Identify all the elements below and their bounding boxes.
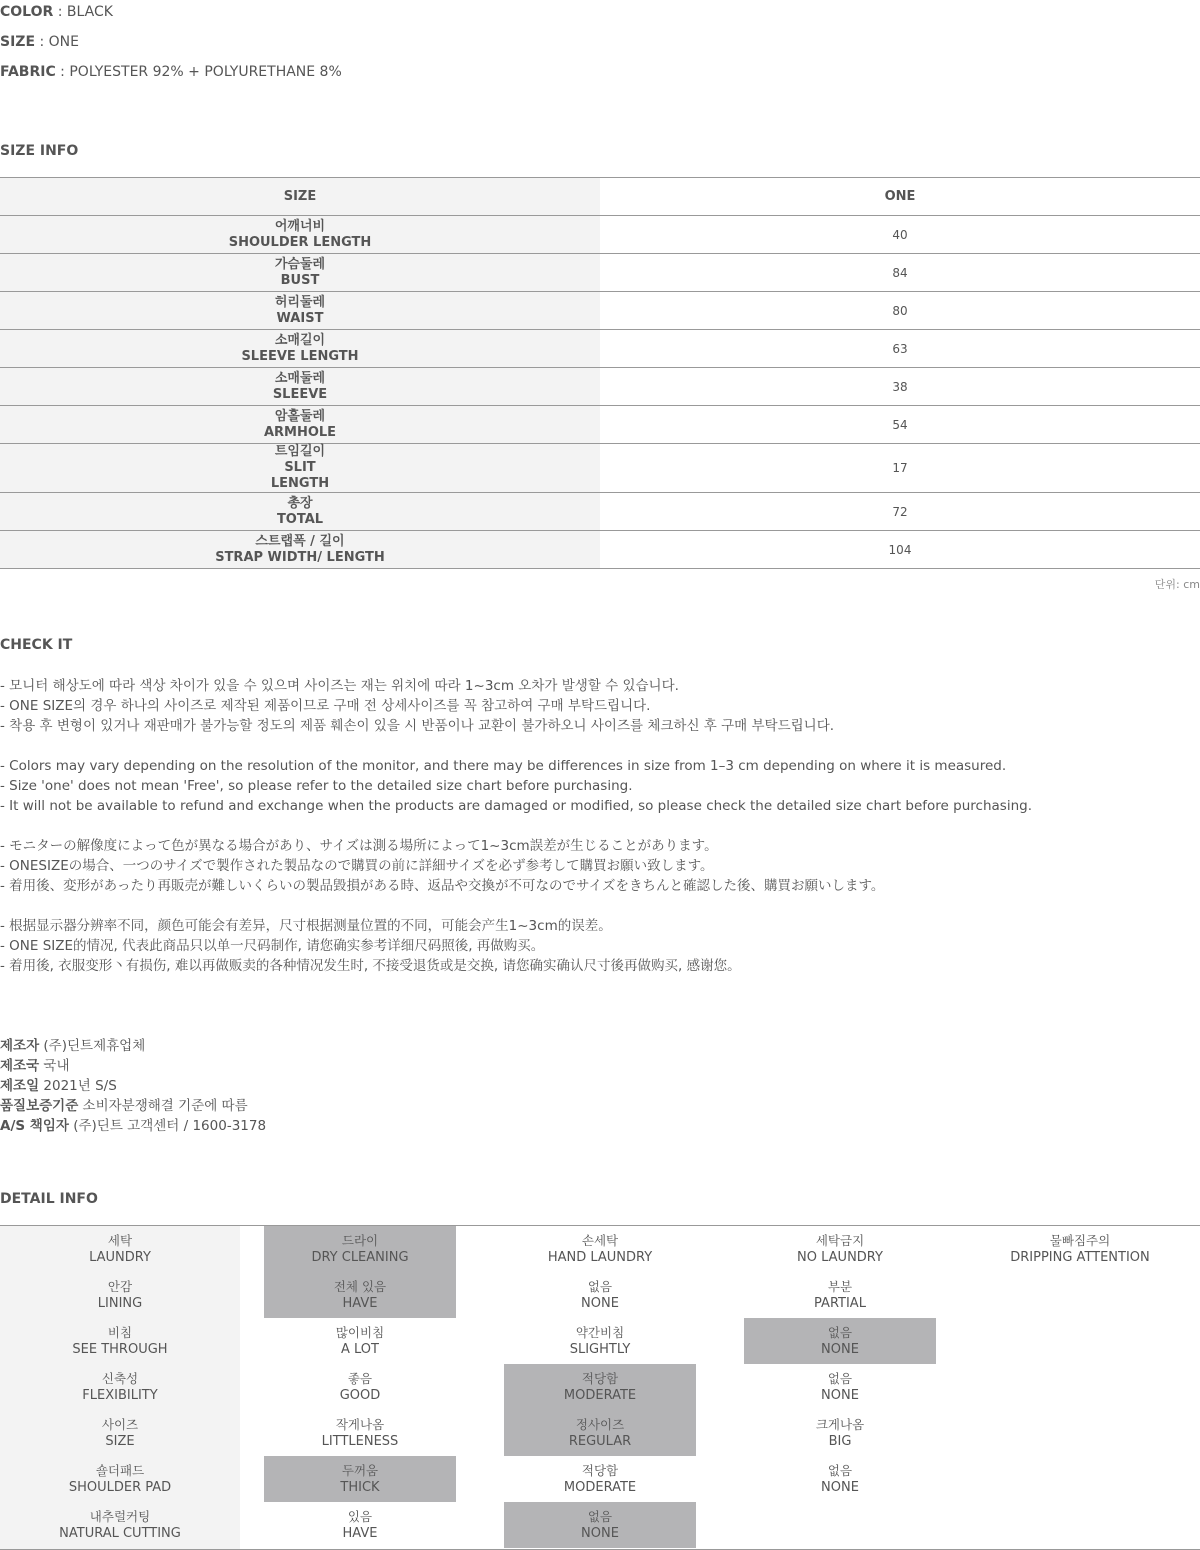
- maker-value: 소비자분쟁해결 기준에 따름: [78, 1098, 248, 1114]
- detail-option: [264, 1364, 456, 1410]
- table-row: [0, 216, 1200, 254]
- detail-option-en: A LOT: [341, 1342, 379, 1357]
- measure-value: 80: [892, 303, 908, 318]
- detail-label-kr: 내추럴커팅: [89, 1509, 151, 1524]
- detail-option-en: DRIPPING ATTENTION: [1010, 1250, 1150, 1265]
- table-row: [0, 406, 1200, 444]
- detail-label-en: NATURAL CUTTING: [59, 1526, 181, 1541]
- detail-option-selected: [504, 1364, 696, 1410]
- detail-option-kr: 없음: [827, 1371, 853, 1386]
- notes-english: [0, 756, 1200, 836]
- spec-color-value: : BLACK: [53, 4, 113, 20]
- note-line: - 모니터 해상도에 따라 색상 차이가 있을 수 있으며 사이즈는 재는 위치에 따라 1~3cm 오차가 발생할 수 있습니다.: [0, 678, 679, 694]
- detail-label-kr: 숄더패드: [95, 1463, 145, 1478]
- detail-label-en: FLEXIBILITY: [82, 1388, 158, 1403]
- measure-kr: 소매길이: [274, 332, 326, 348]
- detail-option-kr: 약간비침: [575, 1325, 625, 1340]
- note-line: - 着用後、変形があったり再販売が難しいくらいの製品毀損がある時、返品や交換が不可なのでサイズをきちんと確認した後、購買お願いします。: [0, 878, 885, 894]
- maker-row: [0, 1096, 266, 1116]
- detail-label-kr: 비침: [107, 1325, 133, 1340]
- detail-label-en: SIZE: [105, 1434, 135, 1449]
- detail-option-kr: 없음: [827, 1463, 853, 1478]
- detail-option-en: REGULAR: [568, 1434, 632, 1449]
- measure-en: SLEEVE LENGTH: [241, 348, 359, 364]
- measure-kr: 스트랩폭 / 길이: [255, 533, 345, 549]
- spec-color-label: COLOR: [0, 4, 54, 20]
- measure-label: [0, 216, 600, 253]
- detail-option: [504, 1272, 696, 1318]
- notes-korean: [0, 676, 1200, 756]
- table-row: [0, 493, 1200, 531]
- detail-option-kr: 크게나옴: [815, 1417, 865, 1432]
- note-line: - ONESIZEの場合、一つのサイズで製作された製品なので購買の前に詳細サイズを必ず参考して購買お願い致します。: [0, 858, 714, 874]
- notes-chinese: [0, 916, 1200, 996]
- detail-label-kr: 신축성: [101, 1371, 139, 1386]
- detail-option-selected: [264, 1226, 456, 1272]
- measure-en: ARMHOLE: [263, 424, 337, 440]
- maker-row: [0, 1076, 266, 1096]
- maker-value: (주)딘트제휴업체: [39, 1038, 146, 1054]
- detail-label-en: LINING: [97, 1296, 143, 1311]
- measure-label: [0, 368, 600, 405]
- detail-option-kr: 세탁금지: [815, 1233, 865, 1248]
- notes-japanese: [0, 836, 1200, 916]
- maker-row: [0, 1116, 266, 1136]
- measure-en: SLEEVE: [272, 386, 328, 402]
- detail-row-label: [0, 1502, 240, 1548]
- table-row: [0, 254, 1200, 292]
- detail-row-label: [0, 1456, 240, 1502]
- detail-option-en: HAVE: [342, 1526, 378, 1541]
- detail-option: [264, 1318, 456, 1364]
- detail-option-en: LITTLENESS: [321, 1434, 399, 1449]
- detail-option-kr: 물빠짐주의: [1049, 1233, 1111, 1248]
- spec-size-value: : ONE: [35, 34, 79, 50]
- measure-kr: 소매둘레: [274, 370, 326, 386]
- measure-en: SHOULDER LENGTH: [228, 234, 372, 250]
- measure-en: WAIST: [276, 310, 324, 326]
- measure-kr: 암홀둘레: [274, 408, 326, 424]
- detail-option-kr: 부분: [827, 1279, 853, 1294]
- detail-option: [744, 1226, 936, 1272]
- table-row: [0, 444, 1200, 493]
- detail-option: [984, 1226, 1176, 1272]
- detail-label-en: LAUNDRY: [89, 1250, 151, 1265]
- table-row: [0, 292, 1200, 330]
- detail-option-en: PARTIAL: [814, 1296, 866, 1311]
- detail-option-en: GOOD: [339, 1388, 381, 1403]
- detail-option-kr: 전체 있음: [333, 1279, 387, 1294]
- detail-option-en: NONE: [821, 1480, 859, 1495]
- detail-option-en: NO LAUNDRY: [797, 1250, 883, 1265]
- measure-label: [0, 330, 600, 367]
- spec-color: [0, 4, 113, 20]
- detail-row-label: [0, 1318, 240, 1364]
- size-header-value: ONE: [884, 189, 916, 204]
- detail-option-kr: 적당함: [581, 1463, 619, 1478]
- detail-option-selected: [504, 1502, 696, 1548]
- note-line: - Colors may vary depending on the resolution of the monitor, and there may be differences in size from 1–3 cm depending on where it is measured.: [0, 758, 1007, 774]
- detail-label-en: SHOULDER PAD: [68, 1480, 172, 1495]
- measure-value: 54: [892, 417, 908, 432]
- measure-value: 104: [888, 542, 912, 557]
- measure-kr: 허리둘레: [274, 294, 326, 310]
- detail-option: [744, 1410, 936, 1456]
- detail-option: [744, 1456, 936, 1502]
- detail-option: [744, 1272, 936, 1318]
- size-header-label: SIZE: [0, 178, 600, 215]
- measure-en-line2: LENGTH: [270, 476, 330, 491]
- measure-value: 40: [892, 227, 908, 242]
- note-line: - 着用後, 衣服变形丶有损伤, 难以再做贩卖的各种情况发生时, 不接受退货或是交换, 请您确实确认尺寸後再做购买, 感谢您。: [0, 958, 741, 974]
- measure-en: SLIT: [284, 460, 316, 475]
- measure-kr: 어깨너비: [274, 218, 326, 234]
- detail-option-en: MODERATE: [563, 1480, 637, 1495]
- measure-value: 84: [892, 265, 908, 280]
- detail-option-kr: 손세탁: [581, 1233, 619, 1248]
- check-it-title: CHECK IT: [0, 637, 73, 653]
- detail-option-kr: 많이비침: [335, 1325, 385, 1340]
- detail-option-en: HAVE: [342, 1296, 378, 1311]
- size-info-title: SIZE INFO: [0, 143, 79, 159]
- detail-label-kr: 안감: [107, 1279, 133, 1294]
- detail-option-selected: [504, 1410, 696, 1456]
- detail-option-kr: 작게나옴: [335, 1417, 385, 1432]
- detail-label-en: SEE THROUGH: [72, 1342, 168, 1357]
- detail-option: [264, 1502, 456, 1548]
- size-table: [0, 177, 1200, 569]
- measure-label: [0, 292, 600, 329]
- table-row: [0, 531, 1200, 569]
- measure-kr: 트임길이: [274, 444, 326, 459]
- unit-note: 단위: cm: [1154, 578, 1200, 591]
- detail-option-kr: 정사이즈: [575, 1417, 625, 1432]
- measure-value: 63: [892, 341, 908, 356]
- maker-label: A/S 책임자: [0, 1118, 69, 1134]
- spec-fabric-label: FABRIC: [0, 64, 56, 80]
- detail-row-label: [0, 1364, 240, 1410]
- detail-option-en: SLIGHTLY: [569, 1342, 631, 1357]
- detail-option-en: MODERATE: [563, 1388, 637, 1403]
- maker-row: [0, 1056, 266, 1076]
- note-line: - It will not be available to refund and exchange when the products are damaged or modified, so please check the detailed size chart before purchasing.: [0, 798, 1032, 814]
- detail-option: [744, 1364, 936, 1410]
- detail-option-kr: 없음: [587, 1509, 613, 1524]
- detail-option-en: THICK: [340, 1480, 380, 1495]
- measure-en: BUST: [280, 272, 320, 288]
- measure-label: [0, 444, 600, 492]
- detail-info-title: DETAIL INFO: [0, 1191, 98, 1207]
- detail-option-kr: 두꺼움: [341, 1463, 379, 1478]
- measure-label: [0, 531, 600, 568]
- manufacturer-info: [0, 1036, 266, 1136]
- measure-value: 38: [892, 379, 908, 394]
- detail-option-kr: 없음: [587, 1279, 613, 1294]
- detail-label-kr: 사이즈: [101, 1417, 139, 1432]
- maker-row: [0, 1036, 266, 1056]
- detail-row-label: [0, 1226, 240, 1272]
- measure-label: [0, 493, 600, 530]
- detail-option: [264, 1410, 456, 1456]
- note-line: - 착용 후 변형이 있거나 재판매가 불가능할 정도의 제품 훼손이 있을 시 반품이나 교환이 불가하오니 사이즈를 체크하신 후 구매 부탁드립니다.: [0, 718, 835, 734]
- measure-kr: 가슴둘레: [274, 256, 326, 272]
- note-line: - ONE SIZE의 경우 하나의 사이즈로 제작된 제품이므로 구매 전 상세사이즈를 꼭 참고하여 구매 부탁드립니다.: [0, 698, 651, 714]
- spec-fabric: [0, 64, 342, 80]
- detail-option-selected: [744, 1318, 936, 1364]
- maker-value: 국내: [39, 1058, 70, 1074]
- spec-fabric-value: : POLYESTER 92% + POLYURETHANE 8%: [55, 64, 342, 80]
- detail-option: [504, 1456, 696, 1502]
- detail-label-kr: 세탁: [107, 1233, 133, 1248]
- maker-value: 2021년 S/S: [39, 1078, 117, 1094]
- detail-option-kr: 드라이: [341, 1233, 379, 1248]
- detail-option-en: DRY CLEANING: [311, 1250, 409, 1265]
- measure-label: [0, 406, 600, 443]
- note-line: - ONE SIZE的情况, 代表此商品只以单一尺码制作, 请您确实参考详细尺码照後, 再做购买。: [0, 938, 545, 954]
- detail-option-kr: 적당함: [581, 1371, 619, 1386]
- detail-option-en: NONE: [821, 1388, 859, 1403]
- detail-option-kr: 좋음: [347, 1371, 373, 1386]
- detail-row-label: [0, 1272, 240, 1318]
- detail-option-en: NONE: [581, 1526, 619, 1541]
- size-table-header: [0, 178, 1200, 216]
- spec-size-label: SIZE: [0, 34, 36, 50]
- maker-label: 제조자: [0, 1038, 40, 1054]
- detail-option: [504, 1226, 696, 1272]
- detail-option-selected: [264, 1272, 456, 1318]
- detail-option: [504, 1318, 696, 1364]
- detail-row-label: [0, 1410, 240, 1456]
- detail-option-en: HAND LAUNDRY: [547, 1250, 653, 1265]
- note-line: - モニターの解像度によって色が異なる場合があり、サイズは測る場所によって1~3cm誤差が生じることがあります。: [0, 838, 718, 854]
- note-line: - Size 'one' does not mean 'Free', so please refer to the detailed size chart before purchasing.: [0, 778, 633, 794]
- detail-option-en: BIG: [828, 1434, 852, 1449]
- maker-value: (주)딘트 고객센터 / 1600-3178: [68, 1118, 267, 1134]
- detail-option-kr: 없음: [827, 1325, 853, 1340]
- table-row: [0, 330, 1200, 368]
- note-line: - 根据显示器分辨率不同，颜色可能会有差异，尺寸根据测量位置的不同，可能会产生1~3cm的误差。: [0, 918, 612, 934]
- detail-info-grid: [0, 1225, 1200, 1550]
- detail-option-selected: [264, 1456, 456, 1502]
- measure-value: 72: [892, 504, 908, 519]
- detail-option-en: NONE: [581, 1296, 619, 1311]
- measure-label: [0, 254, 600, 291]
- measure-en: STRAP WIDTH/ LENGTH: [215, 549, 385, 565]
- spec-size: [0, 34, 79, 50]
- measure-value: 17: [892, 461, 908, 475]
- check-it-notes: [0, 676, 1200, 996]
- maker-label: 제조국: [0, 1058, 40, 1074]
- maker-label: 품질보증기준: [0, 1098, 79, 1114]
- table-row: [0, 368, 1200, 406]
- maker-label: 제조일: [0, 1078, 40, 1094]
- detail-option-kr: 있음: [347, 1509, 373, 1524]
- measure-en: TOTAL: [276, 511, 324, 527]
- measure-kr: 총장: [287, 495, 313, 511]
- detail-option-en: NONE: [821, 1342, 859, 1357]
